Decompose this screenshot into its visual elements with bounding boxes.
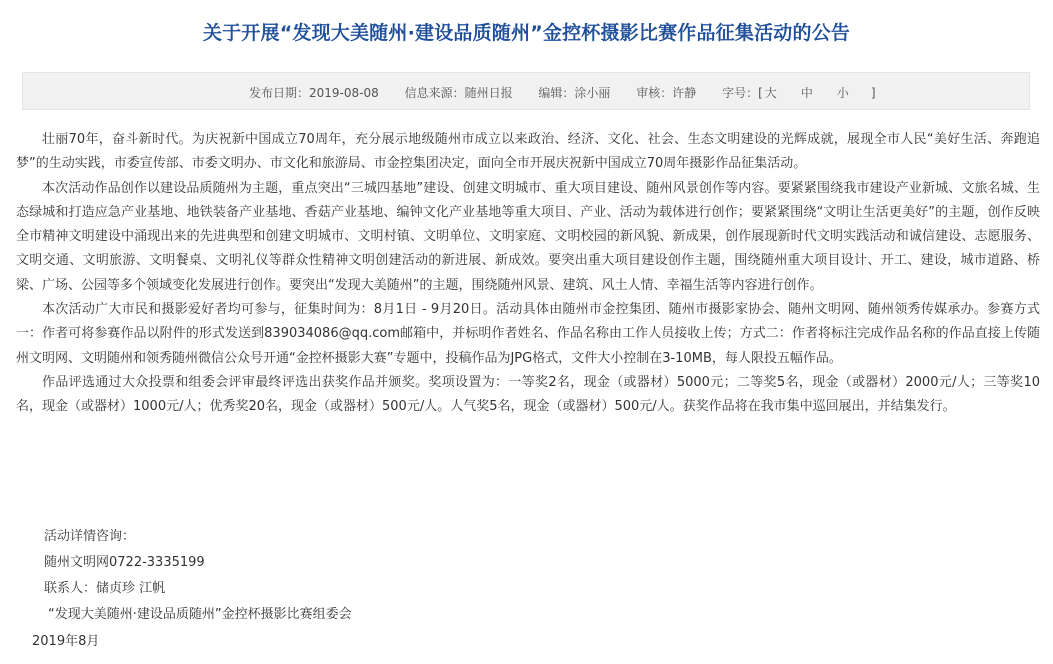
reviewer: 审核：许静 (636, 86, 697, 100)
contact-phone: 随州文明网0722-3335199 (44, 555, 205, 570)
paragraph-intro: 壮丽70年，奋斗新时代。为庆祝新中国成立70周年，充分展示地级随州市成立以来政治、经济、文化、社会、生态文明建设的光辉成就，展现全市人民“美好生活、奔跑追梦”的生动实践，市委宣传部、市委文明办、市文化和旅游局、市金控集团决定，面向全市开展庆祝新中国成立70周年摄影作品征集活动。 (16, 132, 1040, 172)
article-body (16, 128, 1040, 420)
font-size-label: 字号：[ (722, 86, 763, 100)
font-size-medium-link[interactable]: 中 (800, 86, 813, 100)
contact-heading: 活动详情咨询： (44, 529, 136, 544)
paragraph-theme: 本次活动作品创作以建设品质随州为主题，重点突出“三城四基地”建设、创建文明城市、重大项目建设、随州风景创作等内容。要紧紧围绕我市建设产业新城、文旅名城、生态绿城和打造应急产业基地、地铁装备产业基地、香菇产业基地、编钟文化产业基地等重大项目、产业、活动为载体进行创作；要紧紧围绕“文明让生活更美好”的主题，创作反映全市精神文明建设中涌现出来的先进典型和创建文明城市、文明村镇、文明单位、文明家庭、文明校园的新风貌、新成果，创作展现新时代文明实践活动和诚信建设、志愿服务、文明交通、文明旅游、文明餐桌、文明礼仪等群众性精神文明创建活动的新进展、新成效。要突出重大项目建设创作主题，围绕随州重大项目设计、开工、建设，城市道路、桥梁、广场、公园等多个领域变化发展进行创作。要突出“发现大美随州”的主题，围绕随州风景、建筑、风土人情、幸福生活等内容进行创作。 (16, 180, 1040, 293)
article-meta (249, 84, 876, 101)
font-size-close-bracket: ] (870, 86, 876, 100)
font-size-small-link[interactable]: 小 (836, 86, 849, 100)
article-meta-bar (22, 72, 1030, 110)
paragraph-participation: 本次活动广大市民和摄影爱好者均可参与，征集时间为：8月1日 - 9月20日。活动具体由随州市金控集团、随州市摄影家协会、随州文明网、随州领秀传媒承办。参赛方式一：作者可将参赛作品以附件的形式发送到839034086@qq.com邮箱中，并标明作者姓名、作品名称由工作人员接收上传；方式二：作者将标注完成作品名称的作品直接上传随州文明网、文明随州和领秀随州微信公众号开通“金控杯摄影大赛”专题中，投稿作品为JPG格式，文件大小控制在3-10MB，每人限投五幅作品。 (16, 302, 1040, 366)
contact-persons: 联系人：储贞珍 江帆 (44, 581, 166, 596)
editor: 编辑：涂小丽 (538, 86, 611, 100)
organizer-signature: “发现大美随州·建设品质随州”金控杯摄影比赛组委会 (48, 607, 352, 622)
publish-date: 发布日期：2019-08-08 (249, 86, 379, 100)
font-size-large-link[interactable]: 大 (764, 86, 777, 100)
font-size-control (722, 86, 875, 100)
info-source: 信息来源：随州日报 (404, 86, 513, 100)
article-title: 关于开展“发现大美随州·建设品质随州”金控杯摄影比赛作品征集活动的公告 (202, 22, 851, 44)
signature-date: 2019年8月 (32, 634, 100, 649)
paragraph-awards: 作品评选通过大众投票和组委会评审最终评选出获奖作品并颁奖。奖项设置为：一等奖2名，现金（或器材）5000元；二等奖5名，现金（或器材）2000元/人；三等奖10名，现金（或器材）1000元/人；优秀奖20名，现金（或器材）500元/人。人气奖5名，现金（或器材）500元/人。获奖作品将在我市集中巡回展出，并结集发行。 (16, 374, 1040, 415)
